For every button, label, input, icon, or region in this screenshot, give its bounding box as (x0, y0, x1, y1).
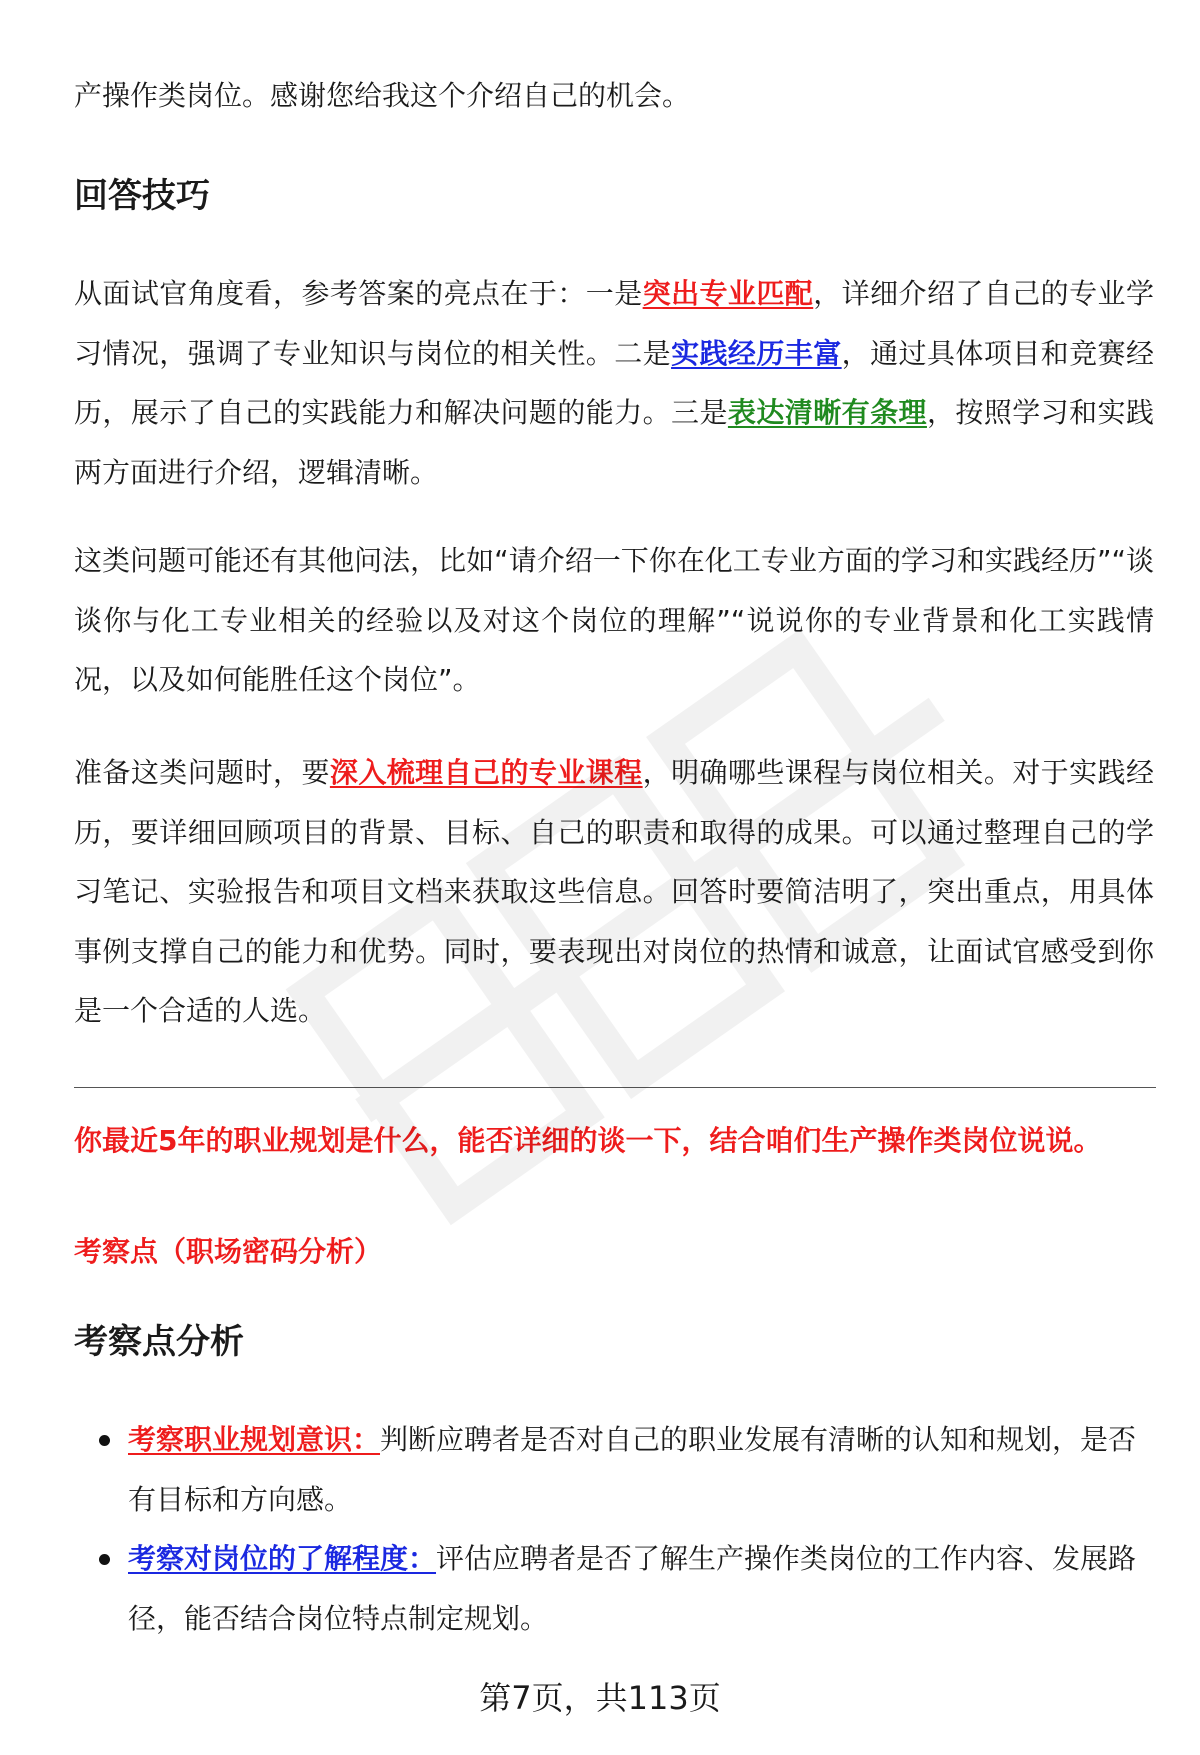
bullet-label: 考察对岗位的了解程度： (128, 1542, 437, 1575)
bullet-text: 评估应聘者是否了解生产操作类岗位的工作内容、发展路径，能否结合岗位特点制定规划。 (128, 1542, 1137, 1635)
highlight-rich-experience: 实践经历丰富 (671, 336, 842, 370)
interview-question: 你最近5年的职业规划是什么，能否详细的谈一下，结合咱们生产操作类岗位说说。 (74, 1124, 1102, 1157)
highlight-professional-match: 突出专业匹配 (642, 277, 814, 310)
text-span: ，明确哪些课程与岗位相关。对于实践经历，要详细回顾项目的背景、目标、自己的职责和取得的成果。可以通过整理自己的学习笔记、实验报告和项目文档来获取这些信息。回答时要简洁明了，突出重点，用具体事例支撑自己的能力和优势。同时，要表现出对岗位的热情和诚意，让面试官感受到你是一个合适的人选。 (74, 756, 1154, 1027)
paragraph-highlights (74, 264, 1154, 502)
highlight-clear-expression: 表达清晰有条理 (727, 396, 927, 429)
text-span: 准备这类问题时，要 (74, 756, 330, 789)
document-page (74, 0, 1156, 1755)
bullet-dot-icon (99, 1554, 110, 1565)
list-item (74, 1410, 1156, 1529)
exam-point-label: 考察点（职场密码分析） (74, 1235, 383, 1268)
paragraph-alternative-questions: 这类问题可能还有其他问法，比如“请介绍一下你在化工专业方面的学习和实践经历”“谈谈你与化工专业相关的经验以及对这个岗位的理解”“说说你的专业背景和化工实践情况，以及如何能胜任这个岗位”。 (74, 544, 1154, 696)
bullet-label: 考察职业规划意识： (128, 1423, 381, 1456)
page-number: 第7页，共113页 (479, 1679, 721, 1717)
continued-paragraph: 产操作类岗位。感谢您给我这个介绍自己的机会。 (74, 79, 691, 112)
text-span: ，通过具体项目和竞赛经历，展示了自己的实践能力和解决问题的能力。三是 (74, 336, 1154, 429)
analysis-list (74, 1410, 1156, 1648)
paragraph-preparation (74, 743, 1154, 1041)
bullet-text: 判断应聘者是否对自己的职业发展有清晰的认知和规划，是否有目标和方向感。 (128, 1423, 1137, 1516)
analysis-title: 考察点分析 (74, 1322, 244, 1362)
divider (74, 1087, 1156, 1088)
text-span: 从面试官角度看，参考答案的亮点在于：一是 (74, 277, 643, 310)
section-title: 回答技巧 (74, 176, 210, 216)
highlight-review-courses: 深入梳理自己的专业课程 (329, 756, 643, 789)
bullet-dot-icon (99, 1435, 110, 1446)
list-item (74, 1529, 1156, 1648)
text-span: ，按照学习和实践两方面进行介绍，逻辑清晰。 (74, 396, 1154, 489)
text-span: ，详细介绍了自己的专业学习情况，强调了专业知识与岗位的相关性。二是 (74, 277, 1154, 370)
